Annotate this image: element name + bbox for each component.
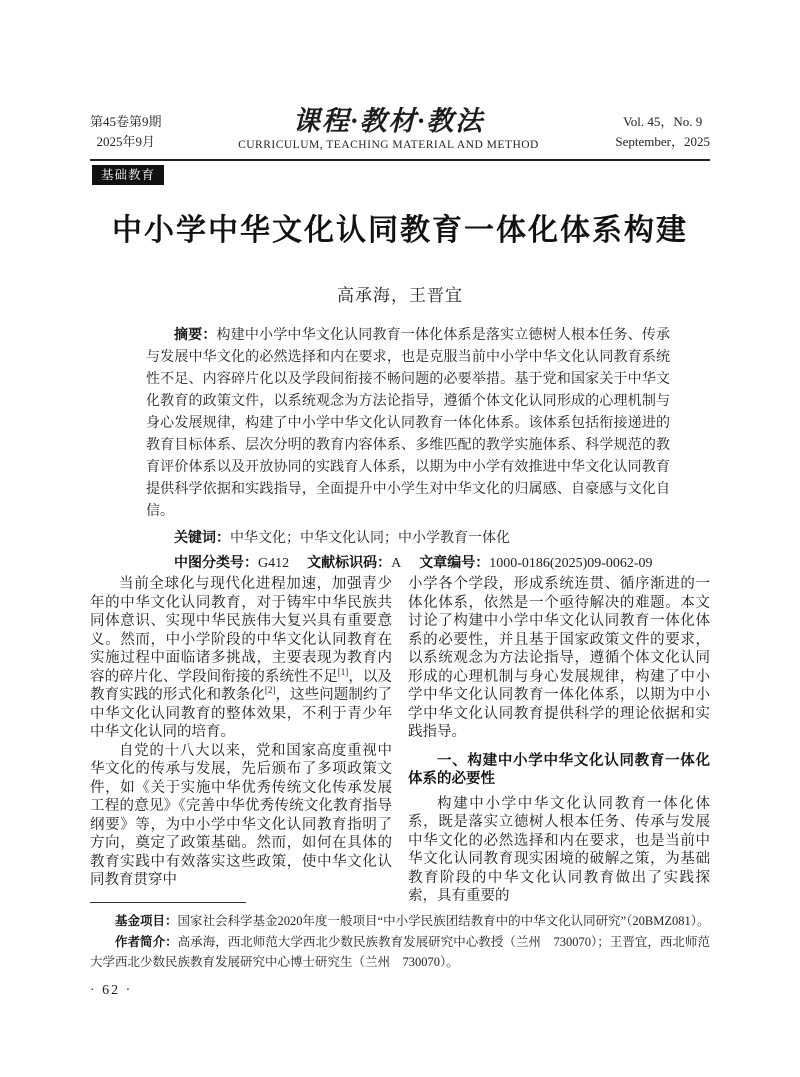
article-authors: 高承海，王晋宜 [337,286,463,305]
volume-number: Vol. 45，No. 9 [623,114,703,129]
keywords-line [146,526,670,550]
paragraph-text: ，以及教育实践的形式化和教条化 [90,668,393,703]
article-no-value: 1000-0186(2025)09-0062-09 [489,556,653,571]
fund-project-line [90,911,710,932]
section-tag: 基础教育 [92,165,164,185]
doc-code-label: 文献标识码： [307,554,392,570]
keywords-label: 关键词： [174,529,230,545]
body-paragraph-3: 小学各个学段，形成系统连贯、循序渐进的一体化体系，依然是一个亟待解决的难题。本文讨论了构建中小学中华文化认同教育一体化体系的必要性，并且基于国家政策文件的要求，以系统观念为方法论指导，遵循个体文化认同形成的心理机制与身心发展规律，构建了中小学中华文化认同教育一体化体系，以期为中小学中华文化认同教育提供科学的理论依据和实践指导。 [408,576,710,740]
fund-label: 基金项目： [115,914,178,928]
section-heading-1: 一、构建中小学中华文化认同教育一体化体系的必要性 [408,752,710,787]
fund-text: 国家社会科学基金2020年度一般项目“中小学民族团结教育中的中华文化认同研究”（20BMZ081）。 [177,914,710,928]
issue-date: 2025年9月 [96,134,156,149]
paragraph-text: ，这些问题制约了中华文化认同教育的整体效果，不利于青少年中华文化认同的培育。 [90,687,393,740]
header-rule [90,159,710,161]
article-no-label: 文章编号： [419,554,490,570]
page-number: · 62 · [90,982,133,998]
paragraph-text: 当前全球化与现代化进程加速，加强青少年的中华文化认同教育，对于铸牢中华民族共同体意识、实现中华民族伟大复兴具有重要意义。然而，中小学阶段的中华文化认同教育在实施过程中面临诸多挑战，主要表现为教育内容的碎片化、学段间衔接的系统性不足 [90,576,392,685]
journal-title-en: CURRICULUM, TEACHING MATERIAL AND METHOD [238,139,539,151]
abstract-text: 构建中小学中华文化认同教育一体化体系是落实立德树人根本任务、传承与发展中华文化的必然选择和内在要求，也是克服当前中小学中华文化认同教育系统性不足、内容碎片化以及学段间衔接不畅问题的必要举措。基于党和国家关于中华文化教育的政策文件，以系统观念为方法论指导，遵循个体文化认同形成的心理机制与身心发展规律，构建了中小学中华文化认同教育一体化体系。该体系包括衔接递进的教育目标体系、层次分明的教育内容体系、多维匹配的教学实施体系、科学规范的教育评价体系以及开放协同的实践育人体系，以期为中小学有效推进中华文化认同教育提供科学依据和实践指导，全面提升中小学生对中华文化的归属感、自豪感与文化自信。 [146,328,670,519]
footnote-rule [90,902,246,903]
footnote-block [90,902,710,1001]
article-title: 中小学中华文化认同教育一体化体系构建 [112,214,688,247]
author-bio-line [90,932,710,973]
volume-info [615,106,710,152]
journal-title-cn: 课程·教材·教法 [292,106,485,136]
left-column [90,575,392,906]
journal-masthead [90,106,710,152]
body-paragraph-2: 自党的十八大以来，党和国家高度重视中华文化的传承与发展，先后颁布了多项政策文件，如《关于实施中华优秀传统文化传承发展工程的意见》《完善中华优秀传统文化教育指导纲要》等，为中小学中华文化认同教育指明了方向，奠定了政策基础。然而，如何在具体的教育实践中有效落实这些政策，使中华文化认同教育贯穿中 [90,742,392,888]
classification-line [146,551,670,575]
volume-date: September，2025 [615,134,710,149]
bio-text: 高承海，西北师范大学西北少数民族教育发展研究中心教授（兰州 730070）；王晋宜，西北师范大学西北少数民族教育发展研究中心博士研究生（兰州 730070）。 [90,934,710,969]
body-columns [90,575,710,906]
abstract-paragraph [146,323,670,523]
clc-value: G412 [258,556,290,571]
body-paragraph-4: 构建中小学中华文化认同教育一体化体系，既是落实立德树人根本任务、传承与发展中华文化的必然选择和内在要求，也是当前中华文化认同教育现实困境的破解之策，为基础教育阶段的中华文化认同教育做出了实践探索，具有重要的 [408,795,710,904]
abstract-label: 摘要： [174,326,217,342]
front-matter [146,323,670,575]
clc-label: 中图分类号： [174,554,258,570]
issue-volume: 第45卷第9期 [90,114,162,129]
citation-ref-1: [1] [337,666,349,677]
issue-info [90,106,162,152]
doc-code-value: A [391,556,402,571]
bio-label: 作者简介： [115,934,178,949]
journal-title-block [162,106,616,151]
body-paragraph-1 [90,575,392,742]
right-column [408,575,710,906]
keywords-text: 中华文化；中华文化认同；中小学教育一体化 [230,531,510,546]
citation-ref-2: [2] [264,685,276,696]
